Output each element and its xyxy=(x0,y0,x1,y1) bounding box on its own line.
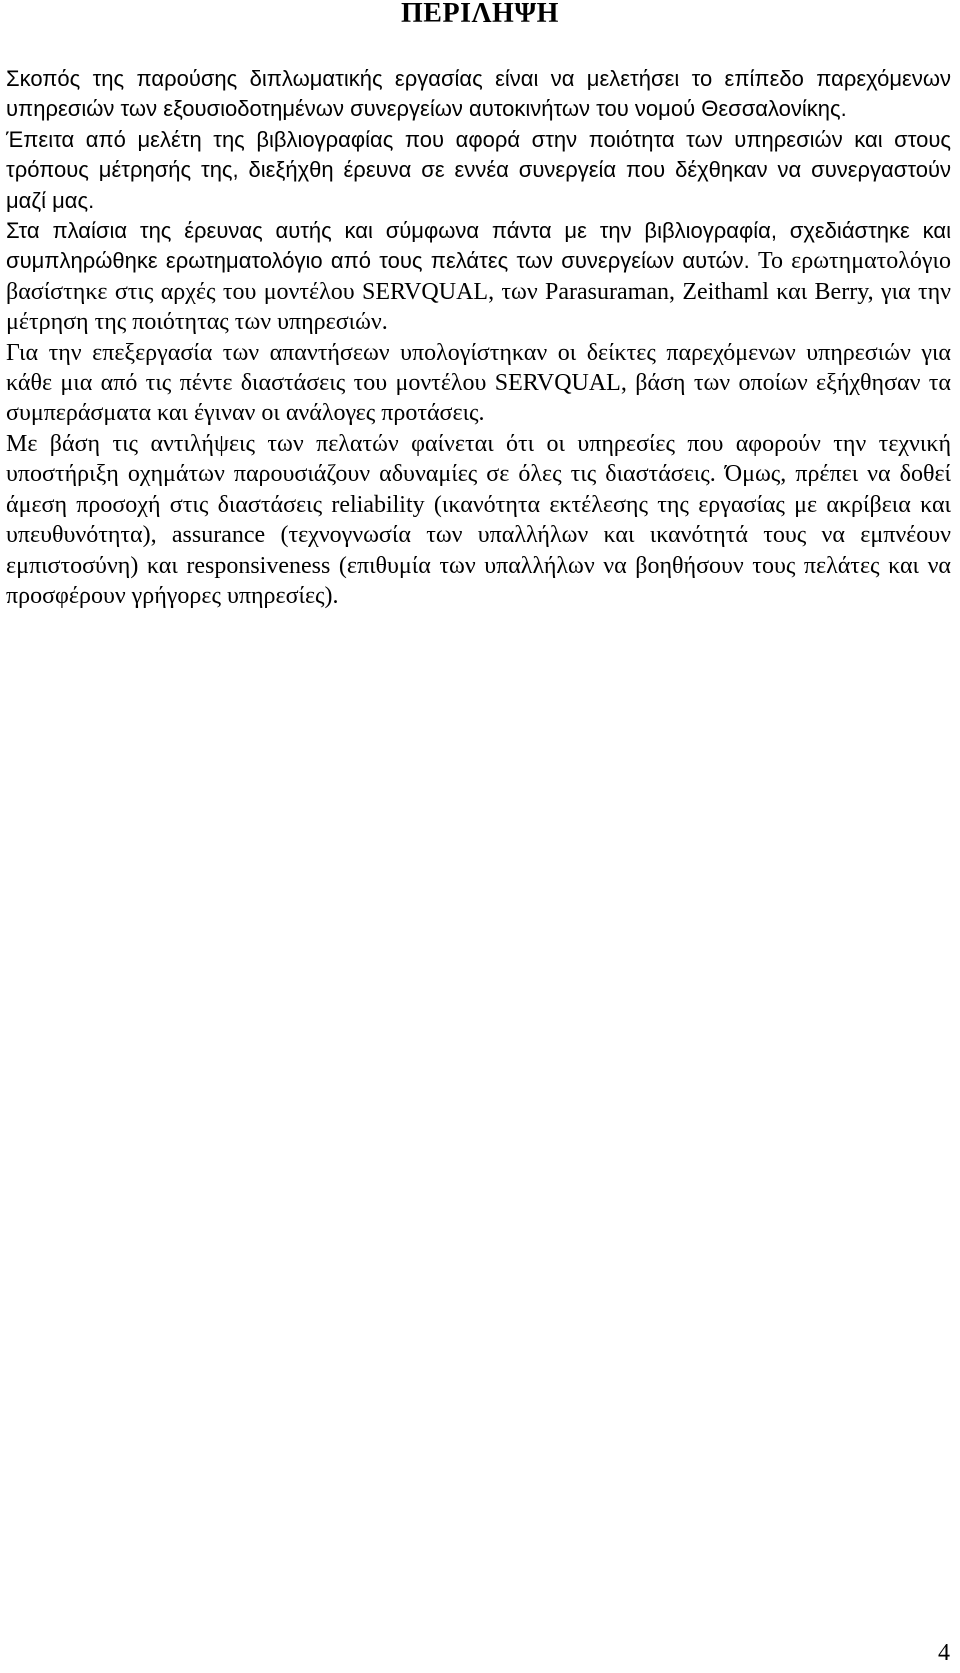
paragraph-2-text: Έπειτα από μελέτη της βιβλιογραφίας που αφορά στην ποιότητα των υπηρεσιών και στους τρόπους μέτρησής της, διεξήχθη έρευνα σε εννέα συνεργεία που δέχθηκαν να συνεργαστούν μαζί μας. xyxy=(6,126,951,213)
paragraph-2 xyxy=(6,125,951,216)
paragraph-3 xyxy=(6,216,951,338)
paragraph-1 xyxy=(6,64,951,125)
paragraph-5-text: Με βάση τις αντιλήψεις των πελατών φαίνεται ότι οι υπηρεσίες που αφορούν την τεχνική υποστήριξη οχημάτων παρουσιάζουν αδυναμίες σε όλες τις διαστάσεις. Όμως, πρέπει να δοθεί άμεση προσοχή στις διαστάσεις reliability (ικανότητα εκτέλεσης της εργασίας με ακρίβεια και υπευθυνότητα), assurance (τεχνογνωσία των υπαλλήλων και ικανότητά τους να εμπνέουν εμπιστοσύνη) και responsiveness (επιθυμία των υπαλλήλων να βοηθήσουν τους πελάτες και να προσφέρουν γρήγορες υπηρεσίες). xyxy=(6,430,951,609)
paragraph-4 xyxy=(6,338,951,429)
page-title: ΠΕΡΙΛΗΨΗ xyxy=(401,0,559,29)
paragraph-3-text-a: Στα πλαίσια της έρευνας αυτής και σύμφωνα πάντα με την βιβλιογραφία, σχεδιάστηκε και συμπληρώθηκε ερωτηματολόγιο από τους πελάτες των συνεργείων αυτών. xyxy=(6,218,951,274)
page-number: 4 xyxy=(938,1640,950,1666)
paragraph-4-text: Για την επεξεργασία των απαντήσεων υπολογίστηκαν οι δείκτες παρεχόμενων υπηρεσιών για κάθε μια από τις πέντε διαστάσεις του μοντέλου SERVQUAL, βάση των οποίων εξήχθησαν τα συμπεράσματα και έγιναν οι ανάλογες προτάσεις. xyxy=(6,339,951,427)
paragraph-1-text: Σκοπός της παρούσης διπλωματικής εργασίας είναι να μελετήσει το επίπεδο παρεχόμενων υπηρεσιών των εξουσιοδοτημένων συνεργείων αυτοκινήτων του νομού Θεσσαλονίκης. xyxy=(6,66,951,122)
abstract-body xyxy=(6,64,951,611)
paragraph-3-text-b: Το ερωτηματολόγιο βασίστηκε στις αρχές του μοντέλου SERVQUAL, των Parasuraman, Zeithaml και Berry, για την μέτρηση της ποιότητας των υπηρεσιών. xyxy=(6,248,951,336)
paragraph-5 xyxy=(6,429,951,611)
